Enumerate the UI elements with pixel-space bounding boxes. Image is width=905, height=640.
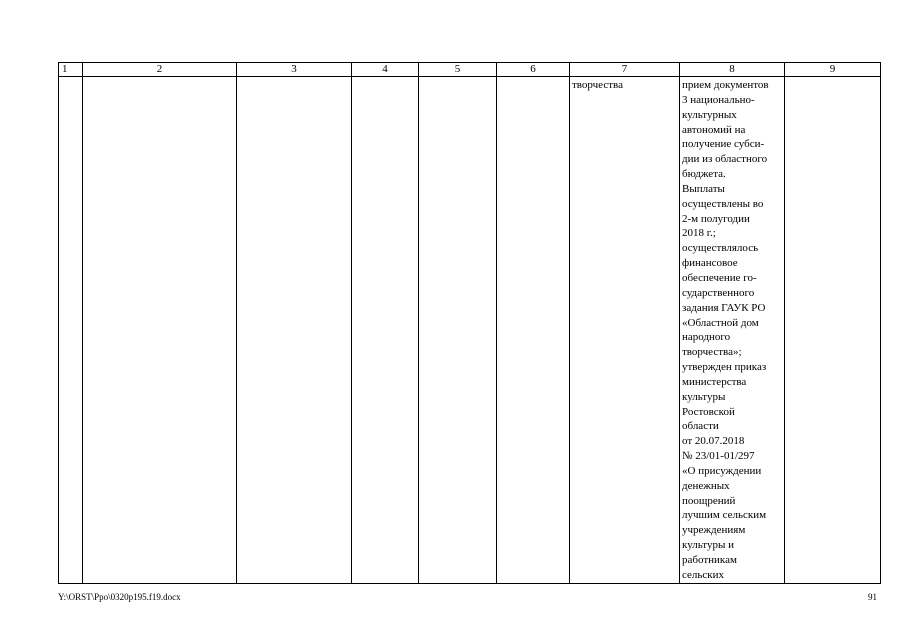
document-table: [58, 62, 881, 584]
footer-file-path: Y:\ORST\Ppo\0320p195.f19.docx: [58, 592, 181, 602]
column-header-7: 7: [570, 63, 680, 77]
cell-col-1: [59, 77, 83, 584]
cell-col-7-text: творчества: [572, 79, 623, 91]
column-header-8: 8: [680, 63, 785, 77]
column-header-9: 9: [785, 63, 881, 77]
cell-col-4: [352, 77, 419, 584]
column-header-1: 1: [59, 63, 83, 77]
column-header-2: 2: [83, 63, 237, 77]
cell-col-9: [785, 77, 881, 584]
header-row: [59, 63, 881, 77]
column-header-4: 4: [352, 63, 419, 77]
column-header-6: 6: [497, 63, 570, 77]
table-row: [59, 77, 881, 584]
cell-col-8-text: прием документов 3 национально- культурных автономий на получение субси- дии из областного бюджета. Выплаты осуществлены во 2-м полугодии 2018 г.; осуществлялось финансовое обеспечение го- сударственного задания ГАУК РО «Областной дом народного творчества»; утвержден приказ министерства культуры Ростовской области от 20.07.2018 № 23/01-01/297 «О присуждении денежных поощрений лучшим сельским учреждениям культуры и работникам сельских: [682, 79, 769, 581]
cell-col-8: [680, 77, 785, 584]
cell-col-3: [237, 77, 352, 584]
column-header-5: 5: [419, 63, 497, 77]
cell-col-2: [83, 77, 237, 584]
cell-col-5: [419, 77, 497, 584]
footer-page-number: 91: [868, 592, 877, 602]
cell-col-7: [570, 77, 680, 584]
column-header-3: 3: [237, 63, 352, 77]
cell-col-6: [497, 77, 570, 584]
